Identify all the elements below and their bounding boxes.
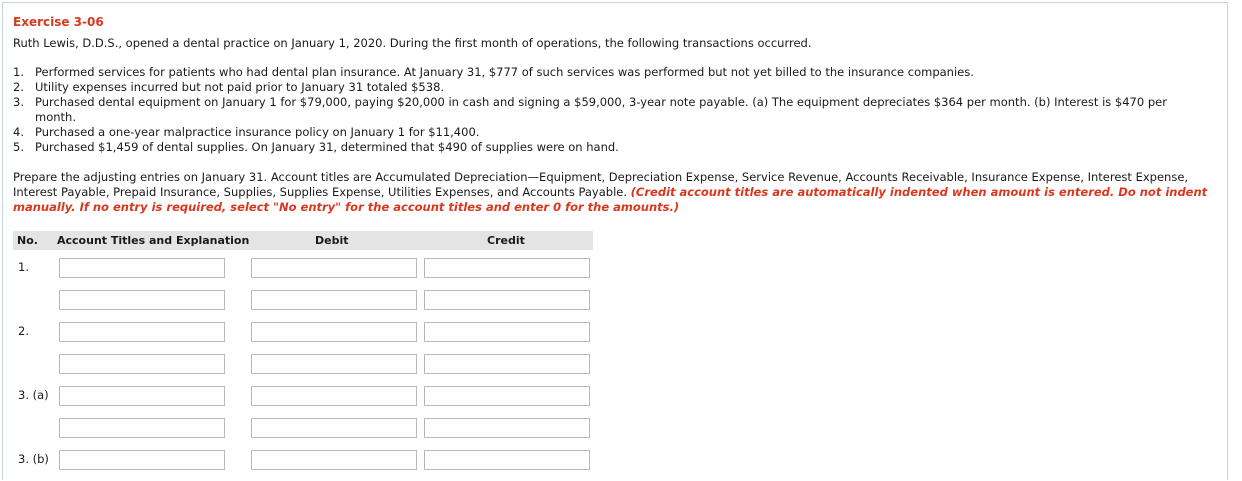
account-title-input[interactable] <box>59 258 225 278</box>
debit-amount-input[interactable] <box>251 322 417 342</box>
transaction-number: 1. <box>13 65 24 79</box>
entry-label-2: 2. <box>18 324 29 338</box>
exercise-title: Exercise 3-06 <box>13 15 104 29</box>
exercise-intro: Ruth Lewis, D.D.S., opened a dental practice on January 1, 2020. During the first month of operations, the following transactions occurred. <box>13 36 812 50</box>
journal-table-header <box>13 231 593 250</box>
credit-amount-input[interactable] <box>424 290 590 310</box>
transaction-text: Utility expenses incurred but not paid prior to January 31 totaled $538. <box>35 80 445 94</box>
credit-amount-input[interactable] <box>424 258 590 278</box>
transaction-text: Performed services for patients who had dental plan insurance. At January 31, $777 of such services was performed but not yet billed to the insurance companies. <box>35 65 974 79</box>
transaction-number: 3. <box>13 95 24 109</box>
account-title-input[interactable] <box>59 354 225 374</box>
credit-amount-input[interactable] <box>424 418 590 438</box>
header-credit: Credit <box>487 234 525 247</box>
transaction-text: Purchased a one-year malpractice insurance policy on January 1 for $11,400. <box>35 125 480 139</box>
debit-amount-input[interactable] <box>251 258 417 278</box>
account-title-input[interactable] <box>59 322 225 342</box>
transaction-text: Purchased $1,459 of dental supplies. On January 31, determined that $490 of supplies were on hand. <box>35 140 619 154</box>
instructions-text: Prepare the adjusting entries on January 31. Account titles are Accumulated Depreciation—Equipment, Depreciation Expense, Service Revenue, Accounts Receivable, Insurance Expense, Interest Expense, Interest Payable, Prepaid Insurance, Supplies, Supplies Expense, Utilities Expenses, and Accounts Payable. <box>13 170 1189 199</box>
account-title-input[interactable] <box>59 418 225 438</box>
transaction-text: Purchased dental equipment on January 1 for $79,000, paying $20,000 in cash and signing a $59,000, 3-year note payable. (a) The equipment depreciates $364 per month. (b) Interest is $470 per month. <box>35 95 1167 124</box>
debit-amount-input[interactable] <box>251 354 417 374</box>
debit-amount-input[interactable] <box>251 418 417 438</box>
header-no: No. <box>17 234 38 247</box>
transaction-item <box>13 140 1203 155</box>
credit-amount-input[interactable] <box>424 354 590 374</box>
account-title-input[interactable] <box>59 386 225 406</box>
account-title-input[interactable] <box>59 290 225 310</box>
credit-amount-input[interactable] <box>424 450 590 470</box>
transaction-number: 4. <box>13 125 24 139</box>
instructions <box>13 170 1208 215</box>
credit-amount-input[interactable] <box>424 386 590 406</box>
debit-amount-input[interactable] <box>251 290 417 310</box>
exercise-panel <box>2 2 1228 480</box>
header-account: Account Titles and Explanation <box>57 234 250 247</box>
transaction-number: 2. <box>13 80 24 94</box>
debit-amount-input[interactable] <box>251 386 417 406</box>
debit-amount-input[interactable] <box>251 450 417 470</box>
credit-amount-input[interactable] <box>424 322 590 342</box>
transaction-item <box>13 95 1203 125</box>
transaction-number: 5. <box>13 140 24 154</box>
entry-label-3b: 3. (b) <box>18 452 49 466</box>
transactions-list <box>13 65 1203 155</box>
instructions-note: (Credit account titles are automatically indented when amount is entered. Do not indent manually. If no entry is required, select "No entry" for the account titles and enter 0 for the amounts.) <box>13 185 1208 214</box>
entry-label-3a: 3. (a) <box>18 388 49 402</box>
transaction-item <box>13 125 1203 140</box>
account-title-input[interactable] <box>59 450 225 470</box>
entry-label-1: 1. <box>18 260 29 274</box>
transaction-item <box>13 80 1203 95</box>
transaction-item <box>13 65 1203 80</box>
header-debit: Debit <box>315 234 349 247</box>
